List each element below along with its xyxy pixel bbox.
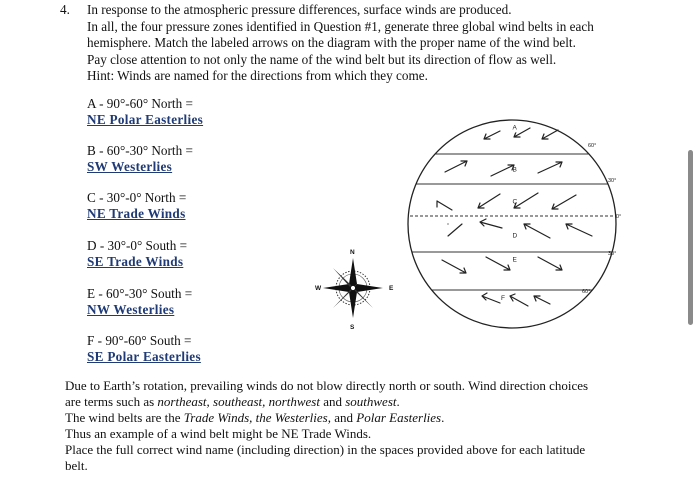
arrow-f-1 — [482, 293, 500, 303]
instruction-line-3: The wind belts are the Trade Winds, the Westerlies, and Polar Easterlies. — [65, 410, 445, 425]
answer-d — [87, 238, 187, 270]
answer-value: NE Polar Easterlies — [87, 112, 204, 127]
scrollbar-thumb[interactable] — [688, 150, 693, 325]
arrow-c-3 — [514, 193, 538, 208]
question-line: Pay close attention to not only the name of the wind belt but its direction of flow as well. — [87, 51, 557, 67]
instruction-line-6: belt. — [65, 458, 88, 473]
answer-f — [87, 333, 201, 365]
instruction-line-4: Thus an example of a wind belt might be NE Trade Winds. — [65, 426, 372, 441]
instruction-line-2: are terms such as northeast, southeast, northwest and southwest. — [65, 394, 400, 409]
answer-value: SE Trade Winds — [87, 254, 184, 269]
question-line: In response to the atmospheric pressure differences, surface winds are produced. — [87, 2, 512, 17]
question-number: 4. — [60, 2, 70, 17]
answer-label: F - 90°-60° South = — [87, 333, 192, 348]
answer-value: NW Westerlies — [87, 302, 175, 317]
compass-e: E — [389, 285, 394, 292]
answer-label: C - 30°-0° North = — [87, 190, 187, 205]
arrow-b-3 — [538, 162, 562, 173]
arrow-d-4 — [566, 224, 592, 236]
question-line: Hint: Winds are named for the directions from which they come. — [87, 68, 428, 84]
compass-s: S — [350, 324, 355, 331]
lat-label-30s: 30° — [608, 251, 617, 257]
arrow-letter-labels — [501, 122, 521, 303]
arrow-b-2 — [491, 165, 514, 176]
question-block — [60, 2, 660, 85]
arrow-a-1 — [484, 131, 500, 139]
answer-label: B - 60°-30° North = — [87, 143, 193, 158]
lat-label-30n: 30° — [608, 178, 617, 184]
lat-label-60s: 60° — [582, 289, 591, 295]
arrow-f-2 — [510, 294, 528, 306]
arrow-label-a: A — [512, 124, 517, 132]
answer-e — [87, 286, 192, 318]
arrow-d-1 — [448, 224, 462, 236]
arrow-e-3 — [538, 257, 562, 270]
answer-value: NE Trade Winds — [87, 206, 186, 221]
arrow-e-1 — [442, 260, 466, 273]
arrow-d-2 — [480, 219, 502, 228]
arrow-label-f: F — [501, 295, 505, 302]
instruction-line-5: Place the full correct wind name (including direction) in the spaces provided above for each latitude — [65, 442, 586, 457]
answer-value: SW Westerlies — [87, 159, 173, 174]
arrow-e-2 — [486, 257, 510, 270]
lat-label-60n: 60° — [588, 143, 597, 149]
compass-n: N — [350, 249, 355, 256]
latitude-labels — [582, 143, 621, 295]
answer-label: D - 30°-0° South = — [87, 238, 188, 253]
arrow-f-3 — [534, 296, 550, 304]
compass-rose-icon — [323, 258, 383, 318]
answer-b — [87, 143, 193, 175]
arrow-a-3 — [542, 130, 558, 139]
answer-a — [87, 96, 203, 128]
question-line: hemisphere. Match the labeled arrows on the diagram with the proper name of the wind belt. — [87, 35, 576, 51]
answer-c — [87, 190, 186, 222]
compass-w: W — [315, 285, 322, 292]
globe-content — [400, 154, 630, 290]
arrow-label-e: E — [512, 256, 517, 264]
wind-belt-diagram — [300, 100, 630, 350]
arrow-label-c: C — [512, 198, 518, 206]
instructions-block — [65, 378, 665, 474]
answer-value: SE Polar Easterlies — [87, 349, 201, 364]
arrow-d-3 — [524, 224, 550, 238]
arrow-c-2 — [478, 194, 500, 208]
answer-label: E - 60°-30° South = — [87, 286, 193, 301]
arrow-label-d: D — [512, 232, 518, 240]
answer-label: A - 90°-60° North = — [87, 96, 193, 111]
arrow-c-4 — [552, 195, 576, 209]
question-line: In all, the four pressure zones identified in Question #1, generate three global wind belts in each — [87, 18, 594, 34]
arrow-c-1 — [437, 201, 452, 210]
question-text — [87, 2, 660, 85]
arrow-b-1 — [445, 161, 467, 172]
instruction-line-1: Due to Earth’s rotation, prevailing winds do not blow directly north or south. Wind direction choices — [65, 378, 589, 393]
lat-label-0: 0° — [616, 214, 622, 220]
wind-arrows — [437, 128, 592, 306]
arrow-label-b: B — [512, 166, 517, 174]
